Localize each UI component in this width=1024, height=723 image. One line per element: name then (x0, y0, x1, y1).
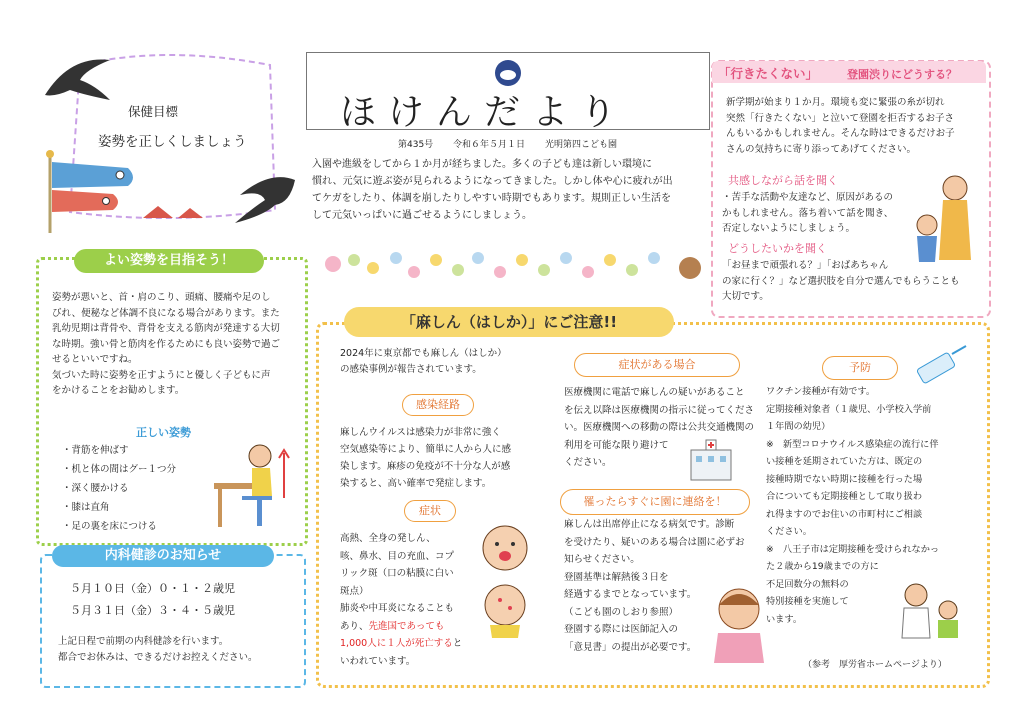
symptom-text (340, 530, 462, 670)
route-text (340, 424, 511, 492)
prevent-line: 合についても定期接種として取り扱わ (766, 491, 923, 502)
issue-number: 第435号 (398, 140, 434, 150)
swallow-icon (40, 55, 115, 110)
prevent-line: 特別接種を実施して (766, 596, 849, 607)
symptom-line: いわれています。 (340, 655, 416, 667)
route-heading: 感染経路 (402, 394, 474, 416)
refusal-line: 新学期が始まり１か月。環境も変に緊張の糸が切れ (726, 97, 945, 108)
measles-intro-line: の感染事例が報告されています。 (340, 363, 482, 375)
measles-heading: 「麻しん（はしか）」にご注意!! (344, 307, 674, 337)
posture-heading: よい姿勢を目指そう！ (74, 249, 264, 273)
refusal-line: 突然「行きたくない」と泣いて登園を拒否するお子さ (726, 112, 955, 124)
prevent-heading: 予防 (822, 356, 898, 380)
posture-line: をかけることをお勧めします。 (52, 385, 185, 396)
route-line: 染します。麻疹の免疫が不十分な人が感 (340, 461, 511, 472)
checkup-row: ５月１０日（金）０・１・２歳児 (70, 582, 235, 595)
route-line: 空気感染等により、簡単に人から人に感 (340, 444, 512, 455)
doctor-patient-icon (898, 580, 968, 640)
checkup-note (58, 634, 258, 665)
prevent-line: ください。 (766, 526, 812, 537)
prevent-line: た２歳から19歳までの方に (766, 561, 879, 572)
refusal-sub2: どうしたいかを聞く (728, 242, 827, 255)
goal-text: 姿勢を正しくしましょう (98, 134, 247, 150)
symptom-heading: 症状 (404, 500, 456, 522)
contact-line: 知らせください。 (564, 554, 640, 565)
checkup-dates (70, 578, 235, 622)
school-name: 光明第四こども園 (545, 140, 618, 150)
refusal-text (726, 95, 955, 157)
correct-posture-list (62, 441, 176, 536)
prevent-line: 接種時期でない時期に接種を行った場 (766, 473, 923, 485)
refusal-line: ・苦手な活動や友達など、原因があるの (722, 192, 894, 203)
prevent-line: います。 (766, 613, 803, 625)
list-item: ・ 足の裏を床につける (62, 517, 176, 536)
refusal-line: んもいるかもしれません。そんな時はできるだけお子 (726, 128, 955, 139)
checkup-note-line: 都合でお休みは、できるだけお控えください。 (58, 651, 258, 663)
correct-posture-heading: 正しい姿勢 (136, 426, 191, 439)
contact-line: （こども園のしおり参照） (564, 606, 679, 618)
prevent-line: れ得ますのでお住いの市町村にご相談 (766, 508, 923, 520)
posture-line: びれ、便秘など体調不良になる場合があります。また (52, 307, 280, 319)
issue-date: 令和６年５月１日 (453, 140, 526, 150)
bubbles-decoration (318, 248, 713, 286)
checkup-heading: 内科健診のお知らせ (52, 545, 274, 567)
posture-line: せるといいですね。 (52, 354, 138, 365)
refusal-subheading: 登園渋りにどうする？ (847, 68, 957, 81)
case-line: 利用を可能な限り避けて (564, 439, 669, 451)
source-note: （参考 厚労省ホームページより） (803, 660, 947, 670)
case-line: ください。 (564, 457, 612, 468)
intro-line: して元気いっぱいに過ごせるようにしましょう。 (312, 210, 532, 221)
refusal-sub1-text (722, 190, 893, 237)
prevent-line: ワクチン接種が有効です。 (766, 386, 876, 397)
intro-line: てケガをしたり、体調を崩したりしやすい時期でもあります。規則正しい生活を (312, 193, 671, 204)
symptom-warning: 先進国であっても (368, 620, 445, 632)
prevent-line: い接種を延期されていた方は、既定の (766, 456, 923, 467)
list-item: ・ 膝は直角 (62, 498, 176, 517)
page-title: ほけんだより (340, 92, 629, 133)
posture-text (52, 290, 280, 399)
contact-line: 登園基準は解熱後３日を (564, 571, 669, 583)
posture-line: 姿勢が悪いと、首・肩のこり、頭痛、腰痛や足のし (52, 292, 271, 303)
mother-child-icon (905, 170, 977, 270)
prevent-line: 定期接種対象者（１歳児、小学校入学前 (766, 403, 932, 415)
school-emblem-icon (493, 59, 523, 87)
list-item: ・ 背筋を伸ばす (62, 441, 176, 460)
prevent-line: １年間の幼児） (766, 421, 831, 432)
contact-line: 登園する際には医師記入の (564, 624, 679, 635)
contact-line: 麻しんは出席停止になる病気です。診断 (564, 519, 735, 530)
prevent-line: 不足回数分の無料の (766, 578, 849, 590)
refusal-heading: 「行きたくない」 (718, 66, 819, 81)
refusal-line: さんの気持ちに寄り添ってあげてください。 (726, 143, 917, 155)
prevent-line: ※ 新型コロナウイルス感染症の流行に伴 (766, 438, 939, 450)
sick-child-icon (470, 520, 540, 640)
sitting-child-icon (212, 438, 297, 533)
measles-intro-line: 2024年に東京都でも麻しん（はしか） (340, 348, 507, 359)
contact-heading: 罹ったらすぐに園に連絡を！ (560, 489, 750, 515)
case-heading: 症状がある場合 (574, 353, 740, 377)
symptom-line: と (452, 638, 463, 649)
list-item: ・ 深く腰かける (62, 479, 176, 498)
posture-line: 乳幼児期は背骨や、背骨を支える筋肉が発達する大切 (52, 323, 280, 334)
symptom-warning: 1,000人に１人が死亡する (340, 638, 453, 649)
goal-label: 保健目標 (128, 104, 179, 119)
intro-line: 入園や進級をしてから１か月が経ちました。多くの子ども達は新しい環境に (312, 159, 652, 170)
case-line: い。医療機関への移動の際は公共交通機関の (564, 422, 755, 433)
hospital-icon (686, 438, 736, 482)
koinobori-icon (38, 148, 218, 233)
symptom-line: 高熱、全身の発しん、 (340, 533, 436, 544)
checkup-row: ５月３１日（金）３・４・５歳児 (70, 604, 235, 617)
posture-line: 気づいた時に姿勢を正すようにと優しく子どもに声 (52, 369, 271, 381)
case-line: を伝え以降は医療機関の指示に従ってくださ (564, 404, 755, 416)
contact-line: を受けたり、疑いのある場合は園に必ずお (564, 536, 745, 548)
case-line: 医療機関に電話で麻しんの疑いがあること (564, 387, 745, 398)
posture-line: な時期。強い骨と筋肉を作るためにも良い姿勢で過ご (52, 338, 281, 350)
refusal-line: 否定しないようにしましょう。 (722, 223, 856, 234)
contact-line: 経過するまでとなっています。 (564, 589, 697, 600)
swallow-icon (230, 165, 300, 225)
refusal-line: 「お昼まで頑張れる？」「おばあちゃん (722, 260, 889, 271)
symptom-line: 咳、鼻水、目の充血、コプ (340, 550, 455, 562)
symptom-line: リック斑（口の粘膜に白い (340, 568, 454, 579)
refusal-line: かもしれません。落ち着いて話を聞き、 (722, 207, 894, 219)
prevent-line: ※ 八王子市は定期接種を受けられなかっ (766, 543, 940, 555)
symptom-line: あり、 (340, 620, 369, 632)
refusal-line: 大切です。 (722, 291, 769, 302)
intro-text (312, 156, 673, 224)
measles-intro (340, 346, 507, 377)
symptom-line: 斑点） (340, 585, 369, 597)
symptom-line: 肺炎や中耳炎になることも (340, 603, 455, 614)
checkup-note-line: 上記日程で前期の内科健診を行います。 (58, 636, 229, 647)
list-item: ・ 机と体の間はグー１つ分 (62, 460, 176, 479)
intro-line: 慣れ、元気に遊ぶ姿が見られるようになってきました。しかし体や心に疲れが出 (312, 176, 673, 187)
refusal-line: の家に行く？」など選択肢を自分で選んでもらうことも (722, 275, 960, 287)
route-line: 染すると、高い確率で発症します。 (340, 478, 492, 489)
contact-line: 「意見書」の提出が必要です。 (564, 641, 697, 653)
refusal-sub1: 共感しながら話を聞く (728, 174, 838, 187)
route-line: 麻しんウイルスは感染力が非常に強く (340, 427, 501, 438)
nurse-icon (708, 583, 770, 663)
